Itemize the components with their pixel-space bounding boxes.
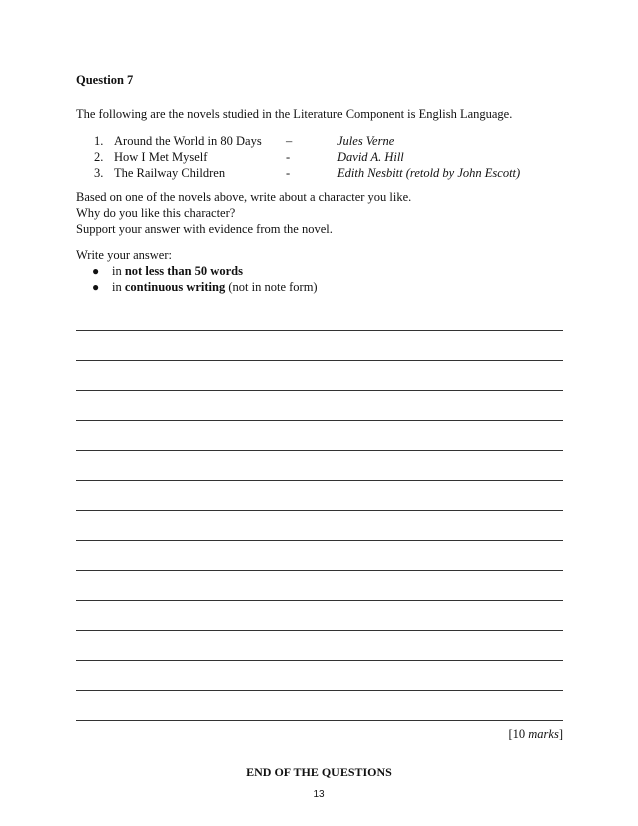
novel-separator: - bbox=[286, 150, 291, 164]
answer-line[interactable] bbox=[76, 331, 563, 361]
novel-list bbox=[94, 134, 594, 182]
answer-line[interactable] bbox=[76, 481, 563, 511]
instruction-bullets bbox=[76, 263, 318, 295]
instruction-bullet: ● in continuous writing (not in note form) bbox=[92, 280, 318, 294]
answer-line[interactable] bbox=[76, 571, 563, 601]
marks-label: [10 marks] bbox=[508, 727, 563, 741]
writing-format-requirement: continuous writing bbox=[124, 280, 226, 294]
bullet-icon: ● bbox=[92, 280, 100, 294]
novel-author: Edith Nesbitt (retold by John Escott) bbox=[337, 166, 521, 180]
answer-line[interactable] bbox=[76, 421, 563, 451]
novel-item bbox=[94, 134, 594, 150]
question-title: Question 7 bbox=[76, 73, 134, 87]
novel-number: 1. bbox=[94, 134, 104, 148]
novel-number: 3. bbox=[94, 166, 104, 180]
page-number: 13 bbox=[313, 789, 325, 800]
answer-line[interactable] bbox=[76, 322, 563, 331]
novel-author: Jules Verne bbox=[337, 134, 395, 148]
answer-line[interactable] bbox=[76, 511, 563, 541]
answer-line[interactable] bbox=[76, 541, 563, 571]
bullet-icon: ● bbox=[92, 264, 100, 278]
novel-number: 2. bbox=[94, 150, 104, 164]
answer-instructions bbox=[76, 247, 318, 295]
end-of-questions: END OF THE QUESTIONS bbox=[246, 765, 392, 779]
instruction-bullet: ● in not less than 50 words bbox=[92, 264, 243, 278]
novel-title: How I Met Myself bbox=[114, 150, 208, 164]
novel-item bbox=[94, 150, 594, 166]
answer-line[interactable] bbox=[76, 451, 563, 481]
answer-line[interactable] bbox=[76, 661, 563, 691]
novel-item bbox=[94, 166, 594, 182]
novel-separator: – bbox=[286, 134, 293, 148]
question-prompt bbox=[76, 189, 411, 237]
word-count-requirement: not less than 50 words bbox=[124, 264, 243, 278]
novel-separator: - bbox=[286, 166, 291, 180]
prompt-line: Based on one of the novels above, write about a character you like. bbox=[76, 190, 412, 204]
question-intro: The following are the novels studied in the Literature Component is English Language. bbox=[76, 107, 513, 121]
novel-title: Around the World in 80 Days bbox=[114, 134, 262, 148]
answer-line[interactable] bbox=[76, 631, 563, 661]
instructions-heading: Write your answer: bbox=[76, 248, 172, 262]
answer-line[interactable] bbox=[76, 691, 563, 721]
answer-line[interactable] bbox=[76, 601, 563, 631]
prompt-line: Why do you like this character? bbox=[76, 206, 236, 220]
prompt-line: Support your answer with evidence from the novel. bbox=[76, 222, 333, 236]
answer-line[interactable] bbox=[76, 391, 563, 421]
novel-title: The Railway Children bbox=[114, 166, 226, 180]
novel-author: David A. Hill bbox=[337, 150, 404, 164]
answer-lines[interactable] bbox=[76, 322, 563, 721]
answer-line[interactable] bbox=[76, 361, 563, 391]
